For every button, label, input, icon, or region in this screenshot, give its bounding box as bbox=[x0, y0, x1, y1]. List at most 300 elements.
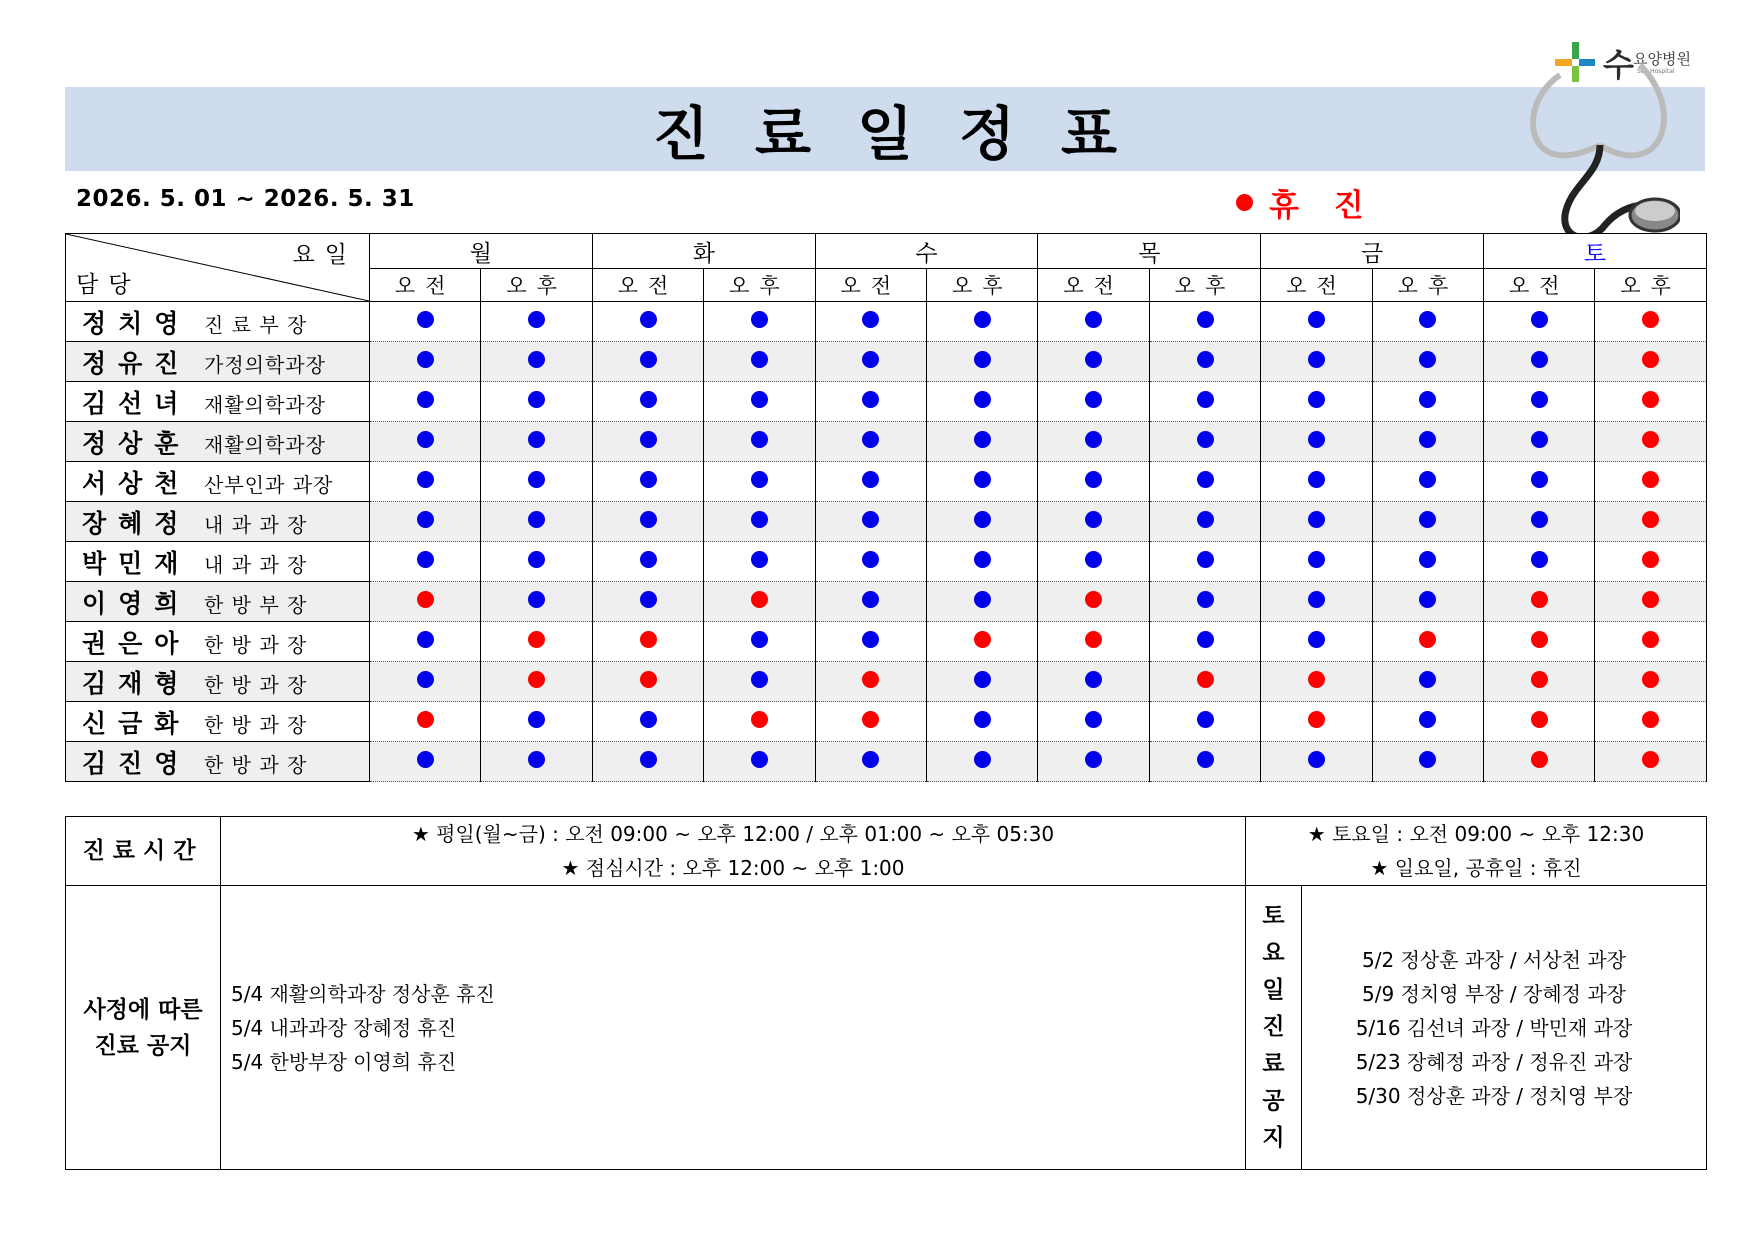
available-dot-icon bbox=[1197, 511, 1214, 528]
corner-doctor-label: 담당 bbox=[76, 272, 141, 298]
sunday-hours-text: ★ 일요일, 공휴일 : 휴진 bbox=[1370, 856, 1582, 880]
doctor-cell bbox=[66, 462, 370, 502]
schedule-slot bbox=[592, 422, 703, 462]
schedule-slot bbox=[1595, 382, 1706, 422]
notice-item: 5/4 한방부장 이영희 휴진 bbox=[231, 1049, 457, 1074]
schedule-slot bbox=[370, 502, 481, 542]
schedule-slot bbox=[815, 382, 926, 422]
schedule-slot bbox=[1484, 702, 1595, 742]
schedule-slot bbox=[815, 302, 926, 342]
saturday-label-char: 료 bbox=[1262, 1051, 1285, 1077]
available-dot-icon bbox=[1531, 551, 1548, 568]
legend bbox=[1236, 180, 1376, 225]
saturday-notice-item: 5/16 김선녀 과장 / 박민재 과장 bbox=[1355, 1015, 1633, 1040]
closed-dot-icon bbox=[751, 711, 768, 728]
day-header: 수 bbox=[815, 234, 1038, 269]
available-dot-icon bbox=[1085, 751, 1102, 768]
schedule-slot bbox=[704, 662, 815, 702]
notice-label-line2: 진료 공지 bbox=[94, 1032, 192, 1059]
doctor-role: 진 료 부 장 bbox=[204, 312, 308, 337]
schedule-slot bbox=[481, 742, 592, 782]
saturday-label-char: 진 bbox=[1262, 1014, 1285, 1040]
available-dot-icon bbox=[1308, 311, 1325, 328]
available-dot-icon bbox=[528, 471, 545, 488]
available-dot-icon bbox=[1308, 751, 1325, 768]
schedule-slot bbox=[1261, 702, 1372, 742]
doctor-role: 재활의학과장 bbox=[204, 432, 326, 457]
closed-dot-icon bbox=[1531, 631, 1548, 648]
available-dot-icon bbox=[528, 551, 545, 568]
closed-dot-icon bbox=[1642, 751, 1659, 768]
available-dot-icon bbox=[528, 351, 545, 368]
closed-dot-icon bbox=[1642, 591, 1659, 608]
closed-dot-icon bbox=[1642, 431, 1659, 448]
available-dot-icon bbox=[1531, 351, 1548, 368]
schedule-slot bbox=[592, 502, 703, 542]
table-row bbox=[66, 742, 1707, 782]
saturday-notice-label bbox=[1246, 886, 1302, 1170]
available-dot-icon bbox=[1085, 431, 1102, 448]
doctor-role: 재활의학과장 bbox=[204, 392, 326, 417]
closed-dot-icon bbox=[1085, 631, 1102, 648]
available-dot-icon bbox=[1197, 391, 1214, 408]
am-header: 오전 bbox=[592, 269, 703, 302]
available-dot-icon bbox=[528, 511, 545, 528]
schedule-slot bbox=[370, 462, 481, 502]
available-dot-icon bbox=[1531, 391, 1548, 408]
am-header: 오전 bbox=[370, 269, 481, 302]
schedule-slot bbox=[1484, 422, 1595, 462]
closed-dot-icon bbox=[1197, 671, 1214, 688]
available-dot-icon bbox=[417, 351, 434, 368]
schedule-slot bbox=[1261, 462, 1372, 502]
available-dot-icon bbox=[417, 671, 434, 688]
schedule-slot bbox=[481, 622, 592, 662]
available-dot-icon bbox=[1085, 311, 1102, 328]
schedule-slot bbox=[704, 342, 815, 382]
schedule-slot bbox=[815, 582, 926, 622]
available-dot-icon bbox=[1085, 391, 1102, 408]
available-dot-icon bbox=[1308, 471, 1325, 488]
doctor-role: 한 방 과 장 bbox=[204, 752, 308, 777]
schedule-slot bbox=[1038, 342, 1149, 382]
available-dot-icon bbox=[751, 631, 768, 648]
schedule-slot bbox=[370, 662, 481, 702]
available-dot-icon bbox=[1419, 711, 1436, 728]
available-dot-icon bbox=[1085, 511, 1102, 528]
schedule-slot bbox=[1149, 622, 1260, 662]
doctor-name: 정상훈 bbox=[82, 428, 191, 458]
closed-dot-icon bbox=[1642, 511, 1659, 528]
doctor-name: 김선녀 bbox=[82, 388, 191, 418]
available-dot-icon bbox=[1085, 671, 1102, 688]
schedule-slot bbox=[370, 742, 481, 782]
available-dot-icon bbox=[974, 671, 991, 688]
schedule-slot bbox=[1149, 462, 1260, 502]
schedule-slot bbox=[927, 582, 1038, 622]
closed-dot-icon bbox=[862, 711, 879, 728]
available-dot-icon bbox=[1308, 391, 1325, 408]
doctor-name: 장혜정 bbox=[82, 508, 191, 538]
doctor-cell bbox=[66, 622, 370, 662]
day-header: 월 bbox=[370, 234, 593, 269]
closed-dot-icon bbox=[1531, 711, 1548, 728]
schedule-slot bbox=[815, 622, 926, 662]
schedule-slot bbox=[1149, 502, 1260, 542]
notice-table bbox=[65, 816, 1707, 1170]
table-row bbox=[66, 382, 1707, 422]
available-dot-icon bbox=[974, 471, 991, 488]
schedule-slot bbox=[481, 342, 592, 382]
schedule-slot bbox=[481, 382, 592, 422]
schedule-slot bbox=[1372, 662, 1483, 702]
doctor-role: 한 방 과 장 bbox=[204, 712, 308, 737]
logo-name: 요양병원 bbox=[1633, 50, 1691, 68]
schedule-slot bbox=[370, 342, 481, 382]
available-dot-icon bbox=[1085, 351, 1102, 368]
schedule-slot bbox=[592, 542, 703, 582]
schedule-slot bbox=[1372, 462, 1483, 502]
schedule-slot bbox=[481, 462, 592, 502]
closed-dot-icon bbox=[1642, 351, 1659, 368]
available-dot-icon bbox=[528, 711, 545, 728]
table-row bbox=[66, 582, 1707, 622]
schedule-slot bbox=[1038, 742, 1149, 782]
schedule-slot bbox=[370, 702, 481, 742]
available-dot-icon bbox=[974, 591, 991, 608]
available-dot-icon bbox=[640, 511, 657, 528]
schedule-slot bbox=[1484, 302, 1595, 342]
day-header: 토 bbox=[1484, 234, 1707, 269]
available-dot-icon bbox=[1419, 431, 1436, 448]
doctor-name: 정유진 bbox=[82, 348, 191, 378]
schedule-slot bbox=[1595, 502, 1706, 542]
closed-dot-icon bbox=[417, 591, 434, 608]
schedule-slot bbox=[1261, 382, 1372, 422]
available-dot-icon bbox=[417, 431, 434, 448]
available-dot-icon bbox=[1308, 431, 1325, 448]
doctor-name: 김재형 bbox=[82, 668, 191, 698]
table-row bbox=[66, 542, 1707, 582]
closed-dot-icon bbox=[1642, 391, 1659, 408]
doctor-cell bbox=[66, 302, 370, 342]
schedule-slot bbox=[592, 342, 703, 382]
schedule-slot bbox=[704, 382, 815, 422]
available-dot-icon bbox=[862, 431, 879, 448]
available-dot-icon bbox=[417, 631, 434, 648]
schedule-slot bbox=[1595, 662, 1706, 702]
schedule-slot bbox=[1484, 742, 1595, 782]
pm-header: 오후 bbox=[1595, 269, 1706, 302]
schedule-slot bbox=[927, 382, 1038, 422]
available-dot-icon bbox=[862, 751, 879, 768]
schedule-slot bbox=[927, 502, 1038, 542]
schedule-slot bbox=[1149, 382, 1260, 422]
available-dot-icon bbox=[1197, 631, 1214, 648]
schedule-slot bbox=[1372, 422, 1483, 462]
available-dot-icon bbox=[974, 311, 991, 328]
doctor-name: 정치영 bbox=[82, 308, 191, 338]
available-dot-icon bbox=[751, 551, 768, 568]
closed-dot-icon bbox=[1642, 711, 1659, 728]
available-dot-icon bbox=[640, 431, 657, 448]
saturday-label-char: 지 bbox=[1262, 1125, 1285, 1151]
table-row bbox=[66, 342, 1707, 382]
schedule-slot bbox=[927, 702, 1038, 742]
schedule-slot bbox=[592, 302, 703, 342]
schedule-slot bbox=[1149, 422, 1260, 462]
available-dot-icon bbox=[974, 511, 991, 528]
doctor-name: 김진영 bbox=[82, 748, 191, 778]
schedule-slot bbox=[1372, 382, 1483, 422]
stethoscope-icon bbox=[1520, 55, 1680, 255]
schedule-slot bbox=[481, 582, 592, 622]
available-dot-icon bbox=[751, 351, 768, 368]
schedule-slot bbox=[927, 422, 1038, 462]
table-row bbox=[66, 422, 1707, 462]
available-dot-icon bbox=[862, 631, 879, 648]
schedule-slot bbox=[592, 702, 703, 742]
closed-dot-icon bbox=[1531, 751, 1548, 768]
schedule-slot bbox=[815, 542, 926, 582]
day-header: 금 bbox=[1261, 234, 1484, 269]
closed-dot-icon bbox=[640, 671, 657, 688]
schedule-slot bbox=[1372, 702, 1483, 742]
logo-brand: 수 bbox=[1603, 46, 1634, 84]
available-dot-icon bbox=[862, 391, 879, 408]
schedule-slot bbox=[1261, 502, 1372, 542]
available-dot-icon bbox=[974, 751, 991, 768]
schedule-slot bbox=[592, 742, 703, 782]
table-row bbox=[66, 702, 1707, 742]
schedule-slot bbox=[481, 302, 592, 342]
schedule-slot bbox=[1038, 582, 1149, 622]
doctor-role: 한 방 과 장 bbox=[204, 632, 308, 657]
doctor-role: 내 과 과 장 bbox=[204, 552, 308, 577]
schedule-slot bbox=[1484, 662, 1595, 702]
available-dot-icon bbox=[640, 391, 657, 408]
table-row bbox=[66, 462, 1707, 502]
closed-dot-icon bbox=[528, 671, 545, 688]
schedule-slot bbox=[1484, 542, 1595, 582]
schedule-slot bbox=[1595, 342, 1706, 382]
available-dot-icon bbox=[1308, 631, 1325, 648]
schedule-slot bbox=[370, 622, 481, 662]
available-dot-icon bbox=[1531, 511, 1548, 528]
day-header: 화 bbox=[592, 234, 815, 269]
schedule-slot bbox=[592, 462, 703, 502]
schedule-slot bbox=[370, 422, 481, 462]
closed-dot-icon bbox=[1419, 631, 1436, 648]
closed-dot-icon bbox=[528, 631, 545, 648]
schedule-slot bbox=[927, 462, 1038, 502]
schedule-slot bbox=[1484, 582, 1595, 622]
available-dot-icon bbox=[1197, 351, 1214, 368]
available-dot-icon bbox=[1308, 591, 1325, 608]
available-dot-icon bbox=[1308, 551, 1325, 568]
available-dot-icon bbox=[1085, 471, 1102, 488]
available-dot-icon bbox=[751, 671, 768, 688]
schedule-slot bbox=[1372, 302, 1483, 342]
schedule-slot bbox=[1595, 742, 1706, 782]
schedule-slot bbox=[1149, 582, 1260, 622]
available-dot-icon bbox=[974, 431, 991, 448]
schedule-slot bbox=[1149, 342, 1260, 382]
schedule-slot bbox=[592, 382, 703, 422]
available-dot-icon bbox=[1419, 671, 1436, 688]
available-dot-icon bbox=[862, 591, 879, 608]
available-dot-icon bbox=[1085, 711, 1102, 728]
weekday-hours-text: ★ 평일(월~금) : 오전 09:00 ~ 오후 12:00 / 오후 01:00 ~ 오후 05:30 bbox=[411, 822, 1055, 846]
available-dot-icon bbox=[640, 711, 657, 728]
doctor-role: 가정의학과장 bbox=[204, 352, 326, 377]
schedule-slot bbox=[815, 702, 926, 742]
saturday-label-char: 공 bbox=[1262, 1088, 1285, 1114]
available-dot-icon bbox=[1419, 351, 1436, 368]
schedule-slot bbox=[370, 382, 481, 422]
doctor-name: 신금화 bbox=[82, 708, 191, 738]
available-dot-icon bbox=[1197, 471, 1214, 488]
schedule-slot bbox=[1038, 462, 1149, 502]
schedule-slot bbox=[1484, 382, 1595, 422]
available-dot-icon bbox=[1531, 431, 1548, 448]
saturday-label-char: 요 bbox=[1262, 940, 1285, 966]
schedule-slot bbox=[1595, 702, 1706, 742]
schedule-slot bbox=[1149, 542, 1260, 582]
pm-header: 오후 bbox=[481, 269, 592, 302]
schedule-slot bbox=[704, 422, 815, 462]
doctor-cell bbox=[66, 702, 370, 742]
closed-dot-icon bbox=[1308, 671, 1325, 688]
doctor-cell bbox=[66, 422, 370, 462]
available-dot-icon bbox=[751, 311, 768, 328]
doctor-cell bbox=[66, 662, 370, 702]
closed-dot-icon bbox=[751, 591, 768, 608]
schedule-slot bbox=[1372, 742, 1483, 782]
schedule-slot bbox=[481, 502, 592, 542]
schedule-slot bbox=[1372, 622, 1483, 662]
saturday-notice-item: 5/30 정상훈 과장 / 정치영 부장 bbox=[1355, 1083, 1633, 1108]
hours-label: 진료시간 bbox=[66, 817, 221, 886]
doctor-role: 한 방 과 장 bbox=[204, 672, 308, 697]
schedule-slot bbox=[592, 582, 703, 622]
doctor-role: 내 과 과 장 bbox=[204, 512, 308, 537]
available-dot-icon bbox=[751, 751, 768, 768]
schedule-slot bbox=[704, 502, 815, 542]
schedule-slot bbox=[704, 542, 815, 582]
saturday-notice-list bbox=[1302, 886, 1707, 1170]
available-dot-icon bbox=[640, 591, 657, 608]
notice-list bbox=[221, 886, 1246, 1170]
available-dot-icon bbox=[751, 471, 768, 488]
available-dot-icon bbox=[751, 511, 768, 528]
schedule-slot bbox=[1149, 702, 1260, 742]
closed-dot-icon bbox=[1531, 671, 1548, 688]
available-dot-icon bbox=[862, 351, 879, 368]
available-dot-icon bbox=[1197, 431, 1214, 448]
available-dot-icon bbox=[1197, 551, 1214, 568]
available-dot-icon bbox=[640, 471, 657, 488]
available-dot-icon bbox=[1419, 511, 1436, 528]
available-dot-icon bbox=[528, 591, 545, 608]
schedule-slot bbox=[1261, 582, 1372, 622]
schedule-slot bbox=[815, 502, 926, 542]
doctor-cell bbox=[66, 582, 370, 622]
schedule-slot bbox=[1261, 662, 1372, 702]
available-dot-icon bbox=[417, 751, 434, 768]
schedule-slot bbox=[1595, 622, 1706, 662]
closed-dot-icon bbox=[1642, 311, 1659, 328]
available-dot-icon bbox=[1531, 471, 1548, 488]
saturday-label-char: 토 bbox=[1262, 903, 1285, 929]
schedule-slot bbox=[1038, 502, 1149, 542]
available-dot-icon bbox=[1419, 391, 1436, 408]
schedule-slot bbox=[1484, 622, 1595, 662]
saturday-notice-item: 5/2 정상훈 과장 / 서상천 과장 bbox=[1362, 947, 1626, 972]
page-title: 진료일정표 bbox=[652, 100, 1164, 168]
schedule-slot bbox=[1038, 302, 1149, 342]
schedule-slot bbox=[1261, 422, 1372, 462]
schedule-slot bbox=[927, 542, 1038, 582]
schedule-slot bbox=[1484, 462, 1595, 502]
schedule-slot bbox=[1372, 542, 1483, 582]
available-dot-icon bbox=[862, 511, 879, 528]
doctor-cell bbox=[66, 502, 370, 542]
lunch-hours-text: ★ 점심시간 : 오후 12:00 ~ 오후 1:00 bbox=[561, 856, 905, 880]
available-dot-icon bbox=[1419, 311, 1436, 328]
schedule-slot bbox=[592, 622, 703, 662]
available-dot-icon bbox=[640, 551, 657, 568]
closed-dot-icon bbox=[974, 631, 991, 648]
saturday-notice-item: 5/9 정치영 부장 / 장혜정 과장 bbox=[1362, 981, 1626, 1006]
schedule-slot bbox=[815, 742, 926, 782]
closed-dot-icon bbox=[1642, 671, 1659, 688]
title-bar bbox=[65, 87, 1705, 171]
saturday-label-char: 일 bbox=[1262, 977, 1285, 1003]
pm-header: 오후 bbox=[927, 269, 1038, 302]
table-row bbox=[66, 302, 1707, 342]
am-header: 오전 bbox=[1038, 269, 1149, 302]
am-header: 오전 bbox=[815, 269, 926, 302]
schedule-slot bbox=[1038, 542, 1149, 582]
available-dot-icon bbox=[417, 311, 434, 328]
available-dot-icon bbox=[1419, 471, 1436, 488]
schedule-slot bbox=[1038, 662, 1149, 702]
available-dot-icon bbox=[862, 311, 879, 328]
schedule-slot bbox=[1261, 542, 1372, 582]
doctor-cell bbox=[66, 342, 370, 382]
schedule-slot bbox=[1261, 342, 1372, 382]
corner-day-label: 요일 bbox=[292, 242, 357, 268]
schedule-slot bbox=[481, 422, 592, 462]
available-dot-icon bbox=[1419, 551, 1436, 568]
schedule-slot bbox=[815, 462, 926, 502]
schedule-slot bbox=[1484, 342, 1595, 382]
available-dot-icon bbox=[974, 351, 991, 368]
day-header: 목 bbox=[1038, 234, 1261, 269]
saturday-hours-text: ★ 토요일 : 오전 09:00 ~ 오후 12:30 bbox=[1307, 822, 1645, 846]
available-dot-icon bbox=[974, 551, 991, 568]
available-dot-icon bbox=[1197, 711, 1214, 728]
schedule-period: 2026. 5. 01 ~ 2026. 5. 31 bbox=[76, 186, 415, 212]
notice-item: 5/4 내과과장 장혜정 휴진 bbox=[231, 1015, 457, 1040]
available-dot-icon bbox=[1197, 591, 1214, 608]
notice-label bbox=[66, 886, 221, 1170]
schedule-slot bbox=[1149, 302, 1260, 342]
available-dot-icon bbox=[417, 471, 434, 488]
schedule-slot bbox=[704, 702, 815, 742]
available-dot-icon bbox=[417, 511, 434, 528]
